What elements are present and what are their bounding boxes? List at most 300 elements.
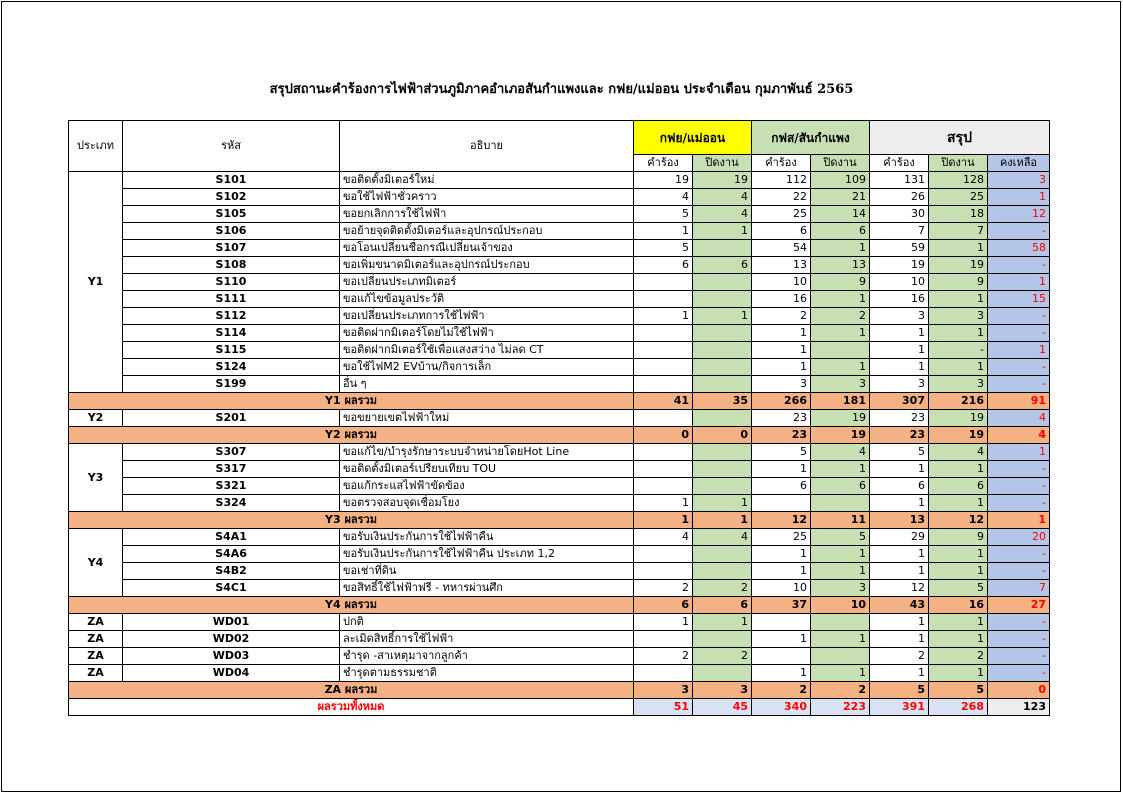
s-requests-cell: 1 [870, 563, 929, 580]
a-closed-cell: 1 [693, 495, 752, 512]
type-cell: Y1 [69, 172, 123, 393]
a-requests-cell: 1 [634, 308, 693, 325]
remaining-cell: - [988, 478, 1050, 495]
type-cell: ZA [69, 614, 123, 631]
type-cell: ZA [69, 665, 123, 682]
table-row [69, 580, 1050, 597]
type-cell: Y3 [69, 444, 123, 512]
b-closed-cell [811, 614, 870, 631]
s-closed-cell: 1 [929, 546, 988, 563]
type-cell: Y2 [69, 410, 123, 427]
table-row [69, 478, 1050, 495]
b-closed-cell: 1 [811, 240, 870, 257]
table-row [69, 189, 1050, 206]
s-closed-cell: 2 [929, 648, 988, 665]
b-closed-cell: 21 [811, 189, 870, 206]
s-closed-cell: 1 [929, 631, 988, 648]
type-cell: ZA [69, 631, 123, 648]
header-group-sankamphaeng: กฟส/สันกำแพง [752, 121, 870, 155]
subtotal-a-requests: 0 [634, 427, 693, 444]
desc-cell: ขอยกเลิกการใช้ไฟฟ้า [340, 206, 634, 223]
header-group-maeon: กฟย/แม่ออน [634, 121, 752, 155]
s-closed-cell: 5 [929, 580, 988, 597]
subtotal-a-closed: 1 [693, 512, 752, 529]
a-closed-cell [693, 359, 752, 376]
header-remain: คงเหลือ [988, 155, 1050, 172]
s-requests-cell: 3 [870, 308, 929, 325]
b-requests-cell: 1 [752, 359, 811, 376]
table-row [69, 648, 1050, 665]
subtotal-b-closed: 10 [811, 597, 870, 614]
subtotal-remaining: 0 [988, 682, 1050, 699]
desc-cell: ขอแก้กระแสไฟฟ้าขัดข้อง [340, 478, 634, 495]
a-requests-cell: 4 [634, 189, 693, 206]
a-closed-cell: 4 [693, 529, 752, 546]
subtotal-s-closed: 16 [929, 597, 988, 614]
remaining-cell: 12 [988, 206, 1050, 223]
a-closed-cell [693, 376, 752, 393]
table-row [69, 563, 1050, 580]
a-requests-cell: 1 [634, 614, 693, 631]
remaining-cell: - [988, 308, 1050, 325]
remaining-cell: 1 [988, 444, 1050, 461]
desc-cell: ขอสิทธิ์ใช้ไฟฟ้าฟรี - ทหารผ่านศึก [340, 580, 634, 597]
s-requests-cell: 10 [870, 274, 929, 291]
header-s-req: คำร้อง [870, 155, 929, 172]
subtotal-row [69, 512, 1050, 529]
a-closed-cell [693, 444, 752, 461]
subtotal-a-requests: 6 [634, 597, 693, 614]
a-requests-cell [634, 461, 693, 478]
subtotal-remaining: 4 [988, 427, 1050, 444]
b-requests-cell: 6 [752, 478, 811, 495]
table-row [69, 240, 1050, 257]
s-closed-cell: 4 [929, 444, 988, 461]
code-cell: S111 [123, 291, 340, 308]
a-requests-cell [634, 274, 693, 291]
table-row [69, 257, 1050, 274]
s-closed-cell: 1 [929, 665, 988, 682]
remaining-cell: 58 [988, 240, 1050, 257]
header-row-1 [69, 121, 1050, 155]
desc-cell: ขอติดฝากมิเตอร์ใช้เพื่อแสงสว่าง ไม่ลด CT [340, 342, 634, 359]
a-requests-cell: 2 [634, 580, 693, 597]
a-closed-cell: 2 [693, 580, 752, 597]
remaining-cell: - [988, 359, 1050, 376]
code-cell: S102 [123, 189, 340, 206]
s-requests-cell: 1 [870, 631, 929, 648]
remaining-cell: - [988, 563, 1050, 580]
a-requests-cell: 4 [634, 529, 693, 546]
b-closed-cell: 5 [811, 529, 870, 546]
table-row [69, 631, 1050, 648]
b-requests-cell: 1 [752, 461, 811, 478]
remaining-cell: - [988, 223, 1050, 240]
desc-cell: ขอรับเงินประกันการใช้ไฟฟ้าคืน ประเภท 1,2 [340, 546, 634, 563]
a-closed-cell [693, 563, 752, 580]
b-requests-cell [752, 495, 811, 512]
remaining-cell: - [988, 546, 1050, 563]
s-closed-cell: 1 [929, 563, 988, 580]
b-requests-cell: 1 [752, 342, 811, 359]
a-closed-cell: 1 [693, 614, 752, 631]
remaining-cell: - [988, 631, 1050, 648]
subtotal-b-closed: 181 [811, 393, 870, 410]
subtotal-s-closed: 12 [929, 512, 988, 529]
code-cell: S112 [123, 308, 340, 325]
s-closed-cell: 25 [929, 189, 988, 206]
desc-cell: ขอตรวจสอบจุดเชื่อมโยง [340, 495, 634, 512]
subtotal-label: ZA ผลรวม [69, 682, 634, 699]
s-requests-cell: 2 [870, 648, 929, 665]
subtotal-label: Y4 ผลรวม [69, 597, 634, 614]
a-requests-cell [634, 665, 693, 682]
remaining-cell: 4 [988, 410, 1050, 427]
type-cell: Y4 [69, 529, 123, 597]
desc-cell: ขอติดฝากมิเตอร์โดยไม่ใช้ไฟฟ้า [340, 325, 634, 342]
s-requests-cell: 1 [870, 665, 929, 682]
desc-cell: ขอแก้ไข/บำรุงรักษาระบบจำหน่ายโดยHot Line [340, 444, 634, 461]
s-requests-cell: 1 [870, 614, 929, 631]
code-cell: S105 [123, 206, 340, 223]
b-requests-cell: 6 [752, 223, 811, 240]
b-closed-cell [811, 648, 870, 665]
remaining-cell: 15 [988, 291, 1050, 308]
table-row [69, 359, 1050, 376]
s-requests-cell: 12 [870, 580, 929, 597]
s-requests-cell: 16 [870, 291, 929, 308]
subtotal-remaining: 1 [988, 512, 1050, 529]
desc-cell: ชำรุดตามธรรมชาติ [340, 665, 634, 682]
table-row [69, 308, 1050, 325]
b-closed-cell: 1 [811, 291, 870, 308]
a-requests-cell: 5 [634, 240, 693, 257]
s-closed-cell: 9 [929, 529, 988, 546]
table-row [69, 376, 1050, 393]
b-requests-cell [752, 648, 811, 665]
a-closed-cell: 19 [693, 172, 752, 189]
b-closed-cell: 19 [811, 410, 870, 427]
s-requests-cell: 26 [870, 189, 929, 206]
code-cell: S115 [123, 342, 340, 359]
a-closed-cell [693, 665, 752, 682]
b-requests-cell: 1 [752, 325, 811, 342]
a-requests-cell [634, 376, 693, 393]
a-closed-cell: 2 [693, 648, 752, 665]
b-closed-cell: 1 [811, 359, 870, 376]
a-requests-cell: 2 [634, 648, 693, 665]
code-cell: WD01 [123, 614, 340, 631]
s-closed-cell: 1 [929, 359, 988, 376]
a-requests-cell [634, 546, 693, 563]
a-requests-cell [634, 359, 693, 376]
total-b-closed: 223 [811, 699, 870, 716]
header-b-req: คำร้อง [752, 155, 811, 172]
table-row [69, 546, 1050, 563]
code-cell: S317 [123, 461, 340, 478]
b-closed-cell: 2 [811, 308, 870, 325]
a-requests-cell [634, 410, 693, 427]
b-requests-cell: 25 [752, 206, 811, 223]
subtotal-a-closed: 35 [693, 393, 752, 410]
b-closed-cell: 1 [811, 325, 870, 342]
s-closed-cell: 1 [929, 291, 988, 308]
total-s-closed: 268 [929, 699, 988, 716]
s-closed-cell: 1 [929, 240, 988, 257]
subtotal-b-requests: 23 [752, 427, 811, 444]
total-a-closed: 45 [693, 699, 752, 716]
code-cell: WD04 [123, 665, 340, 682]
s-requests-cell: 3 [870, 376, 929, 393]
s-requests-cell: 1 [870, 342, 929, 359]
table-row [69, 410, 1050, 427]
table-row [69, 223, 1050, 240]
b-requests-cell: 1 [752, 665, 811, 682]
s-requests-cell: 6 [870, 478, 929, 495]
code-cell: S110 [123, 274, 340, 291]
a-closed-cell [693, 478, 752, 495]
table-row [69, 665, 1050, 682]
subtotal-b-requests: 266 [752, 393, 811, 410]
subtotal-a-closed: 6 [693, 597, 752, 614]
subtotal-a-requests: 1 [634, 512, 693, 529]
table-row [69, 206, 1050, 223]
remaining-cell: - [988, 461, 1050, 478]
code-cell: S4B2 [123, 563, 340, 580]
code-cell: S4A1 [123, 529, 340, 546]
subtotal-b-closed: 2 [811, 682, 870, 699]
table-row [69, 461, 1050, 478]
remaining-cell: - [988, 614, 1050, 631]
desc-cell: ชำรุด -สาเหตุมาจากลูกค้า [340, 648, 634, 665]
a-closed-cell: 4 [693, 206, 752, 223]
remaining-cell: 20 [988, 529, 1050, 546]
a-closed-cell: 6 [693, 257, 752, 274]
b-requests-cell: 10 [752, 580, 811, 597]
b-requests-cell: 5 [752, 444, 811, 461]
a-closed-cell [693, 274, 752, 291]
a-closed-cell [693, 342, 752, 359]
code-cell: S106 [123, 223, 340, 240]
subtotal-b-requests: 2 [752, 682, 811, 699]
subtotal-s-requests: 43 [870, 597, 929, 614]
a-requests-cell [634, 291, 693, 308]
s-requests-cell: 7 [870, 223, 929, 240]
subtotal-row [69, 597, 1050, 614]
b-closed-cell: 1 [811, 461, 870, 478]
desc-cell: ขอเพิ่มขนาดมิเตอร์และอุปกรณ์ประกอบ [340, 257, 634, 274]
s-closed-cell: 1 [929, 325, 988, 342]
subtotal-a-closed: 0 [693, 427, 752, 444]
desc-cell: ละเมิดสิทธิ์การใช้ไฟฟ้า [340, 631, 634, 648]
s-closed-cell: 1 [929, 461, 988, 478]
a-requests-cell: 5 [634, 206, 693, 223]
s-closed-cell: 7 [929, 223, 988, 240]
code-cell: WD02 [123, 631, 340, 648]
header-a-closed: ปิดงาน [693, 155, 752, 172]
a-closed-cell [693, 291, 752, 308]
subtotal-label: Y1 ผลรวม [69, 393, 634, 410]
header-type: ประเภท [69, 121, 123, 172]
s-closed-cell: 18 [929, 206, 988, 223]
a-requests-cell [634, 478, 693, 495]
s-requests-cell: 29 [870, 529, 929, 546]
a-requests-cell [634, 342, 693, 359]
b-closed-cell: 1 [811, 631, 870, 648]
total-s-requests: 391 [870, 699, 929, 716]
remaining-cell: - [988, 325, 1050, 342]
subtotal-row [69, 427, 1050, 444]
a-requests-cell [634, 325, 693, 342]
s-closed-cell: 128 [929, 172, 988, 189]
b-closed-cell: 1 [811, 563, 870, 580]
s-closed-cell: 9 [929, 274, 988, 291]
code-cell: WD03 [123, 648, 340, 665]
desc-cell: ขอติดตั้งมิเตอร์ใหม่ [340, 172, 634, 189]
code-cell: S108 [123, 257, 340, 274]
a-closed-cell [693, 631, 752, 648]
desc-cell: ขอรับเงินประกันการใช้ไฟฟ้าคืน [340, 529, 634, 546]
code-cell: S107 [123, 240, 340, 257]
a-closed-cell [693, 410, 752, 427]
s-requests-cell: 1 [870, 325, 929, 342]
report-title: สรุปสถานะคำร้องการไฟฟ้าส่วนภูมิภาคอำเภอสันกำแพงและ กฟย/แม่ออน ประจำเดือน กุมภาพันธ์ 2565 [269, 82, 854, 97]
s-requests-cell: 19 [870, 257, 929, 274]
a-closed-cell: 1 [693, 223, 752, 240]
grand-total-label: ผลรวมทั้งหมด [69, 699, 634, 716]
header-code: รหัส [123, 121, 340, 172]
b-requests-cell: 10 [752, 274, 811, 291]
remaining-cell: 1 [988, 189, 1050, 206]
s-closed-cell: 1 [929, 495, 988, 512]
subtotal-label: Y2 ผลรวม [69, 427, 634, 444]
subtotal-label: Y3 ผลรวม [69, 512, 634, 529]
table-row [69, 172, 1050, 189]
desc-cell: ขอเช่าที่ดิน [340, 563, 634, 580]
subtotal-b-requests: 37 [752, 597, 811, 614]
b-closed-cell: 4 [811, 444, 870, 461]
b-closed-cell: 1 [811, 665, 870, 682]
total-b-requests: 340 [752, 699, 811, 716]
table-row [69, 342, 1050, 359]
b-requests-cell: 112 [752, 172, 811, 189]
remaining-cell: 7 [988, 580, 1050, 597]
b-requests-cell: 16 [752, 291, 811, 308]
table-row [69, 274, 1050, 291]
a-closed-cell [693, 461, 752, 478]
subtotal-row [69, 393, 1050, 410]
s-requests-cell: 1 [870, 495, 929, 512]
s-closed-cell: 19 [929, 257, 988, 274]
a-closed-cell [693, 240, 752, 257]
desc-cell: ขอขยายเขตไฟฟ้าใหม่ [340, 410, 634, 427]
table-row [69, 614, 1050, 631]
remaining-cell: 1 [988, 342, 1050, 359]
subtotal-a-closed: 3 [693, 682, 752, 699]
b-requests-cell: 3 [752, 376, 811, 393]
desc-cell: ขอเปลี่ยนประเภทมิเตอร์ [340, 274, 634, 291]
b-requests-cell: 54 [752, 240, 811, 257]
b-closed-cell: 13 [811, 257, 870, 274]
b-closed-cell [811, 495, 870, 512]
s-closed-cell: 3 [929, 376, 988, 393]
remaining-cell: 1 [988, 274, 1050, 291]
code-cell: S124 [123, 359, 340, 376]
code-cell: S199 [123, 376, 340, 393]
b-closed-cell: 1 [811, 546, 870, 563]
remaining-cell: - [988, 665, 1050, 682]
desc-cell: ขอใช้ไฟM2 EVบ้าน/กิจการเล็ก [340, 359, 634, 376]
b-requests-cell: 1 [752, 563, 811, 580]
desc-cell: ขอใช้ไฟฟ้าชั่วคราว [340, 189, 634, 206]
s-closed-cell: 19 [929, 410, 988, 427]
a-requests-cell: 6 [634, 257, 693, 274]
subtotal-b-closed: 11 [811, 512, 870, 529]
desc-cell: ขอเปลี่ยนประเภทการใช้ไฟฟ้า [340, 308, 634, 325]
subtotal-row [69, 682, 1050, 699]
s-requests-cell: 23 [870, 410, 929, 427]
subtotal-s-closed: 5 [929, 682, 988, 699]
s-closed-cell: 1 [929, 614, 988, 631]
b-requests-cell: 1 [752, 546, 811, 563]
code-cell: S324 [123, 495, 340, 512]
header-b-closed: ปิดงาน [811, 155, 870, 172]
a-requests-cell: 1 [634, 495, 693, 512]
code-cell: S321 [123, 478, 340, 495]
grand-total-row [69, 699, 1050, 716]
subtotal-s-requests: 23 [870, 427, 929, 444]
remaining-cell: - [988, 495, 1050, 512]
total-remaining: 123 [988, 699, 1050, 716]
table-row [69, 325, 1050, 342]
b-requests-cell: 13 [752, 257, 811, 274]
header-s-closed: ปิดงาน [929, 155, 988, 172]
subtotal-remaining: 27 [988, 597, 1050, 614]
desc-cell: ปกติ [340, 614, 634, 631]
b-requests-cell: 25 [752, 529, 811, 546]
b-requests-cell [752, 614, 811, 631]
header-a-req: คำร้อง [634, 155, 693, 172]
subtotal-s-requests: 13 [870, 512, 929, 529]
b-requests-cell: 2 [752, 308, 811, 325]
subtotal-a-requests: 3 [634, 682, 693, 699]
type-cell: ZA [69, 648, 123, 665]
b-closed-cell: 9 [811, 274, 870, 291]
a-closed-cell [693, 546, 752, 563]
subtotal-s-requests: 307 [870, 393, 929, 410]
a-closed-cell: 1 [693, 308, 752, 325]
code-cell: S4A6 [123, 546, 340, 563]
s-requests-cell: 30 [870, 206, 929, 223]
a-requests-cell [634, 563, 693, 580]
b-closed-cell: 6 [811, 223, 870, 240]
b-closed-cell [811, 342, 870, 359]
a-requests-cell [634, 444, 693, 461]
table-body [69, 121, 1050, 716]
subtotal-remaining: 91 [988, 393, 1050, 410]
a-requests-cell: 19 [634, 172, 693, 189]
b-requests-cell: 23 [752, 410, 811, 427]
desc-cell: ขอแก้ไขข้อมูลประวัติ [340, 291, 634, 308]
desc-cell: ขอย้ายจุดติดตั้งมิเตอร์และอุปกรณ์ประกอบ [340, 223, 634, 240]
code-cell: S4C1 [123, 580, 340, 597]
b-closed-cell: 109 [811, 172, 870, 189]
subtotal-s-closed: 216 [929, 393, 988, 410]
remaining-cell: 3 [988, 172, 1050, 189]
b-closed-cell: 6 [811, 478, 870, 495]
table-row [69, 495, 1050, 512]
b-requests-cell: 1 [752, 631, 811, 648]
